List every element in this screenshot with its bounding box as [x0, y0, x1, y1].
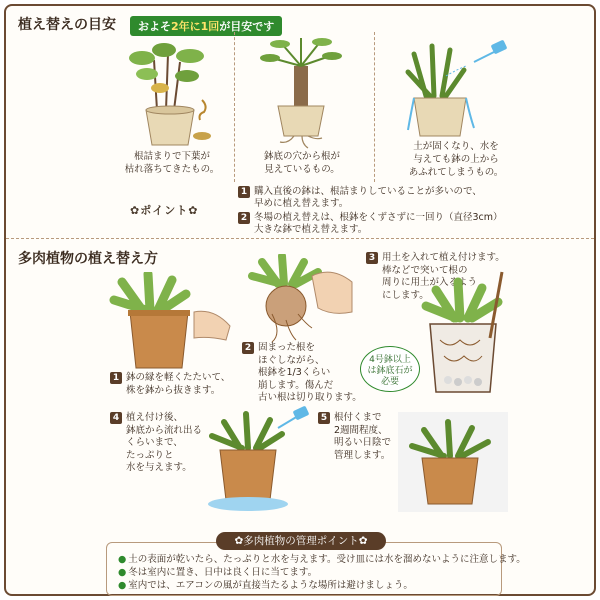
step-5-text: 5 根付くまで 2週間程度、 明るい日陰で 管理します。	[318, 412, 391, 462]
frequency-badge: およそ2年に1回が目安です	[130, 16, 282, 36]
section-divider	[6, 238, 594, 239]
illustration-step-3	[414, 268, 514, 400]
caption-yellowing: 根詰まりで下葉が 枯れ落ちてきたもの。	[124, 151, 220, 175]
management-item-2: ● 冬は室内に置き、日中は良く日に当てます。	[118, 567, 318, 578]
step-4-text: 4 植え付け後、 鉢底から流れ出る くらいまで、 たっぷりと 水を与えます。	[110, 412, 202, 475]
pot-stone-note: 4号鉢以上 は鉢底石が 必要	[360, 346, 420, 392]
step-3-text: 3 用土を入れて植え付けます。 棒などで突いて根の 周りに用土が入るよう にします。	[366, 252, 505, 302]
divider-line	[374, 32, 375, 182]
step-1-text: 1 鉢の縁を軽くたたいて、 株を鉢から抜きます。	[110, 372, 230, 397]
illustration-step-1	[102, 272, 232, 372]
repot-guide-section	[6, 6, 594, 238]
caption-overflow: 土が固くなり、水を 与えても鉢の上から あふれてしまうもの。	[408, 141, 504, 178]
illustration-step-2	[242, 254, 362, 344]
section-title-succulent: 多肉植物の植え替え方	[18, 251, 158, 267]
illustration-step-5	[398, 412, 508, 512]
management-item-1: ● 土の表面が乾いたら、たっぷりと水を与えます。受け皿には水を溜めないように注意します。	[118, 554, 526, 565]
management-title: ✿多肉植物の管理ポイント✿	[216, 532, 386, 550]
step-2-text: 2 固まった根を ほぐしながら、 根鉢を1/3くらい 崩します。傷んだ 古い根は切り取ります。	[242, 342, 362, 405]
section-title-repot-guide: 植え替えの目安	[18, 17, 116, 33]
point-item-2: 2 冬場の植え替えは、根鉢をくずさずに一回り（直径3cm） 大きな鉢で植え替えます。	[238, 212, 503, 236]
caption-roots: 鉢底の穴から根が 見えているもの。	[263, 151, 340, 175]
point-label: ✿ポイント✿	[130, 204, 199, 217]
page-frame	[4, 4, 596, 596]
illustration-step-4	[202, 404, 312, 514]
management-item-3: ● 室内では、エアコンの風が直接当たるような場所は避けましょう。	[118, 580, 413, 591]
point-item-1: 1 購入直後の鉢は、根詰まりしていることが多いので、 早めに植え替えます。	[238, 186, 482, 210]
